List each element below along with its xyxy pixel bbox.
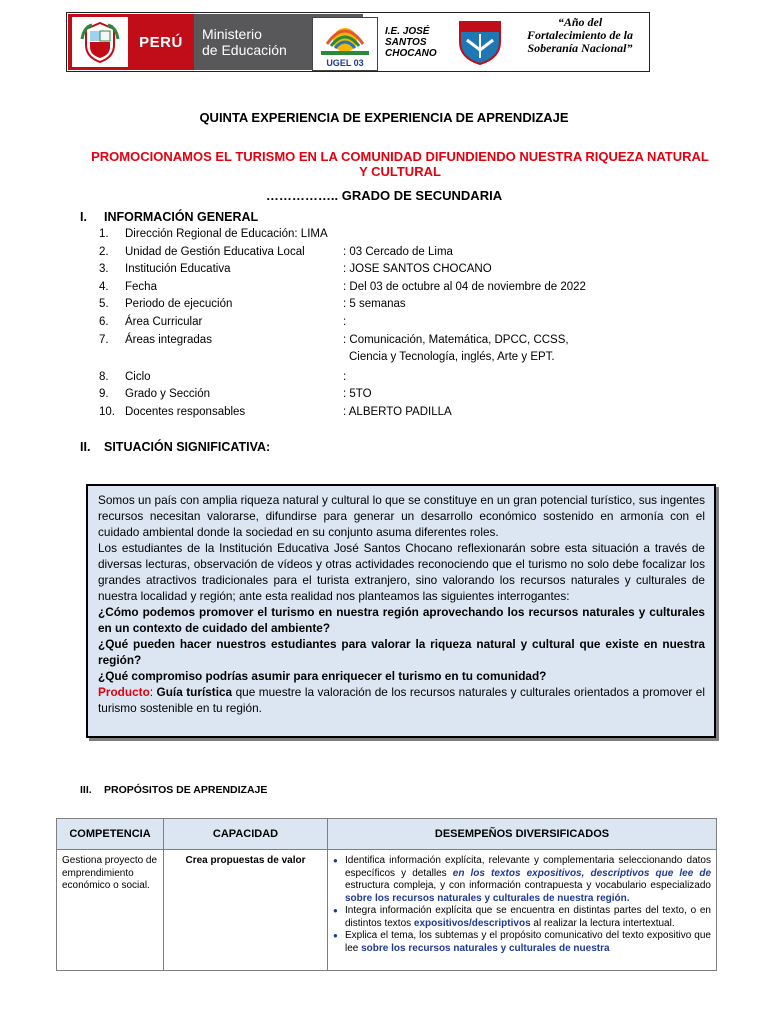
- highlight: sobre los recursos naturales y culturales de nuestra región.: [345, 892, 630, 904]
- situation-text: [88, 486, 714, 716]
- section-number: II.: [80, 440, 91, 454]
- item-value-line-2: Ciencia y Tecnología, inglés, Arte y EPT.: [349, 351, 555, 364]
- item-label: Dirección Regional de Educación: LIMA: [125, 228, 328, 240]
- section-number: I.: [80, 210, 87, 224]
- product-separator: :: [149, 685, 157, 699]
- text: Identifica información explícita, relevante y complementaria seleccionando datos específicos y detalles: [345, 855, 711, 879]
- section-title: SITUACIÓN SIGNIFICATIVA:: [104, 440, 271, 454]
- list-item: [99, 244, 659, 262]
- section-number: III.: [80, 784, 92, 796]
- item-label: Periodo de ejecución: [125, 298, 233, 311]
- list-item: [99, 404, 659, 422]
- item-number: 9.: [99, 388, 109, 401]
- year-motto: [515, 16, 645, 55]
- question-3: ¿Qué compromiso podrías asumir para enriquecer el turismo en tu comunidad?: [98, 669, 547, 683]
- section-title: PROPÓSITOS DE APRENDIZAJE: [104, 784, 268, 796]
- product-label: Producto: [98, 685, 150, 699]
- school-line-2: SANTOS: [385, 37, 427, 48]
- item-value: :: [343, 315, 347, 328]
- motto-line-1: “Año del: [557, 15, 603, 29]
- cell-desempenos: [328, 850, 717, 971]
- ministry-line-1: Ministerio: [202, 26, 262, 42]
- highlight: sobre los recursos naturales y culturales de nuestra: [361, 942, 610, 954]
- header-banner: [66, 12, 650, 72]
- item-label: Grado y Sección: [125, 388, 211, 401]
- item-number: 3.: [99, 263, 109, 276]
- cell-competencia: Gestiona proyecto de emprendimiento económico o social.: [57, 850, 164, 971]
- table-header-row: [57, 819, 717, 850]
- list-item: [333, 930, 711, 955]
- document-subtitle: PROMOCIONAMOS EL TURISMO EN LA COMUNIDAD DIFUNDIENDO NUESTRA RIQUEZA NATURAL Y CULTURAL: [91, 149, 709, 179]
- document-title: QUINTA EXPERIENCIA DE EXPERIENCIA DE APRENDIZAJE: [199, 110, 569, 125]
- item-label: Área Curricular: [125, 315, 203, 328]
- item-value: : 03 Cercado de Lima: [343, 245, 453, 258]
- item-label: Áreas integradas: [125, 333, 212, 346]
- list-item: [99, 296, 659, 314]
- item-label: Ciclo: [125, 370, 151, 383]
- item-number: 8.: [99, 370, 109, 383]
- school-line-3: CHOCANO: [385, 48, 437, 59]
- item-value: :: [343, 370, 347, 383]
- peru-coat-of-arms-icon: [72, 17, 128, 67]
- item-number: 1.: [99, 228, 109, 240]
- product-name: Guía turística: [156, 685, 233, 699]
- text: Integra información explícita que se encuentra en distintas partes del texto, o en distintos textos: [345, 905, 711, 929]
- list-item: [99, 332, 659, 367]
- country-label: PERÚ: [139, 33, 183, 51]
- text: al realizar la lectura intertextual.: [530, 917, 675, 929]
- header-competencia: COMPETENCIA: [57, 819, 164, 850]
- list-item: [99, 369, 659, 387]
- highlight: expositivos/descriptivos: [413, 917, 531, 929]
- item-value: : Del 03 de octubre al 04 de noviembre de 2022: [343, 280, 586, 293]
- section-heading-general-info: [80, 210, 258, 224]
- item-number: 6.: [99, 315, 109, 328]
- item-label: Fecha: [125, 280, 157, 293]
- ugel-logo: [312, 17, 378, 71]
- list-item: [99, 386, 659, 404]
- product-line: [98, 684, 705, 716]
- general-info-list: [99, 226, 659, 422]
- list-item: [99, 279, 659, 297]
- situation-paragraph-2: Los estudiantes de la Institución Educativa José Santos Chocano reflexionarán sobre esta situación a través de diversas lecturas, observación de vídeos y otras actividades reconociendo que el turismo no solo debe focalizar los grandes atractivos tradicionales para el turista extranjero, sino valorando los recursos naturales y culturales de nuestra localidad y región; ante esta realidad nos planteamos las siguientes interrogantes:: [98, 541, 705, 603]
- list-item: [333, 855, 711, 905]
- section-heading-situation: [80, 440, 270, 454]
- school-crest-icon: [457, 18, 503, 66]
- item-value: : ALBERTO PADILLA: [343, 405, 452, 418]
- item-number: 2.: [99, 245, 109, 258]
- item-value: : 5TO: [343, 388, 372, 401]
- motto-line-2: Fortalecimiento de la: [527, 28, 633, 42]
- item-label: Docentes responsables: [125, 405, 246, 418]
- list-item: [333, 905, 711, 930]
- ministry-line-2: de Educación: [202, 42, 287, 58]
- product-text: que muestre la valoración de los recursos naturales y culturales orientados a promover el turismo sostenible en tu región.: [98, 685, 705, 715]
- grade-line: …………….. GRADO DE SECUNDARIA: [265, 188, 503, 203]
- list-item: [99, 261, 659, 279]
- purposes-table: [56, 818, 717, 971]
- question-2: ¿Qué pueden hacer nuestros estudiantes para valorar la riqueza natural y cultural que existe en nuestra región?: [98, 637, 705, 667]
- text: estructura compleja, y con información contrapuesta y vocabulario especializado: [345, 880, 711, 891]
- list-item: [99, 314, 659, 332]
- situation-paragraph-1: Somos un país con amplia riqueza natural y cultural lo que se constituye en un gran potencial turístico, sus ingentes recursos necesitan valorarse, difundirse para generar un desarrollo económico sostenido en armonía con el cuidado ambiental donde la sociedad en su conjunto asuma diferentes roles.: [98, 493, 705, 539]
- item-number: 4.: [99, 280, 109, 293]
- ugel-label: UGEL 03: [326, 58, 364, 68]
- header-capacidad: CAPACIDAD: [164, 819, 328, 850]
- table-row: [57, 850, 717, 971]
- item-label: Institución Educativa: [125, 263, 231, 276]
- situation-box: [86, 484, 716, 738]
- school-line-1: I.E. JOSÉ: [385, 26, 430, 37]
- section-title: INFORMACIÓN GENERAL: [104, 210, 259, 224]
- list-item: [99, 226, 659, 244]
- performance-list: [333, 855, 711, 955]
- text: Explica el tema, los subtemas y el propósito comunicativo del texto expositivo que lee: [345, 930, 711, 954]
- ugel-sun-icon: [313, 18, 377, 70]
- item-number: 7.: [99, 333, 109, 346]
- highlight: en los textos expositivos, descriptivos que lee de: [452, 867, 712, 879]
- item-value-line-1: : Comunicación, Matemática, DPCC, CCSS,: [343, 333, 569, 346]
- item-value: : 5 semanas: [343, 298, 406, 311]
- item-label: Unidad de Gestión Educativa Local: [125, 245, 305, 258]
- question-1: ¿Cómo podemos promover el turismo en nuestra región aprovechando los recursos naturales y culturales en un contexto de cuidado del ambiente?: [98, 605, 705, 635]
- section-heading-purposes: [80, 784, 267, 796]
- item-value: : JOSE SANTOS CHOCANO: [343, 263, 492, 276]
- cell-capacidad: Crea propuestas de valor: [164, 850, 328, 971]
- header-desempenos: DESEMPEÑOS DIVERSIFICADOS: [328, 819, 717, 850]
- motto-line-3: Soberanía Nacional”: [527, 41, 633, 55]
- item-number: 10.: [99, 405, 115, 418]
- item-value: [343, 332, 659, 367]
- item-number: 5.: [99, 298, 109, 311]
- school-name: [385, 26, 457, 59]
